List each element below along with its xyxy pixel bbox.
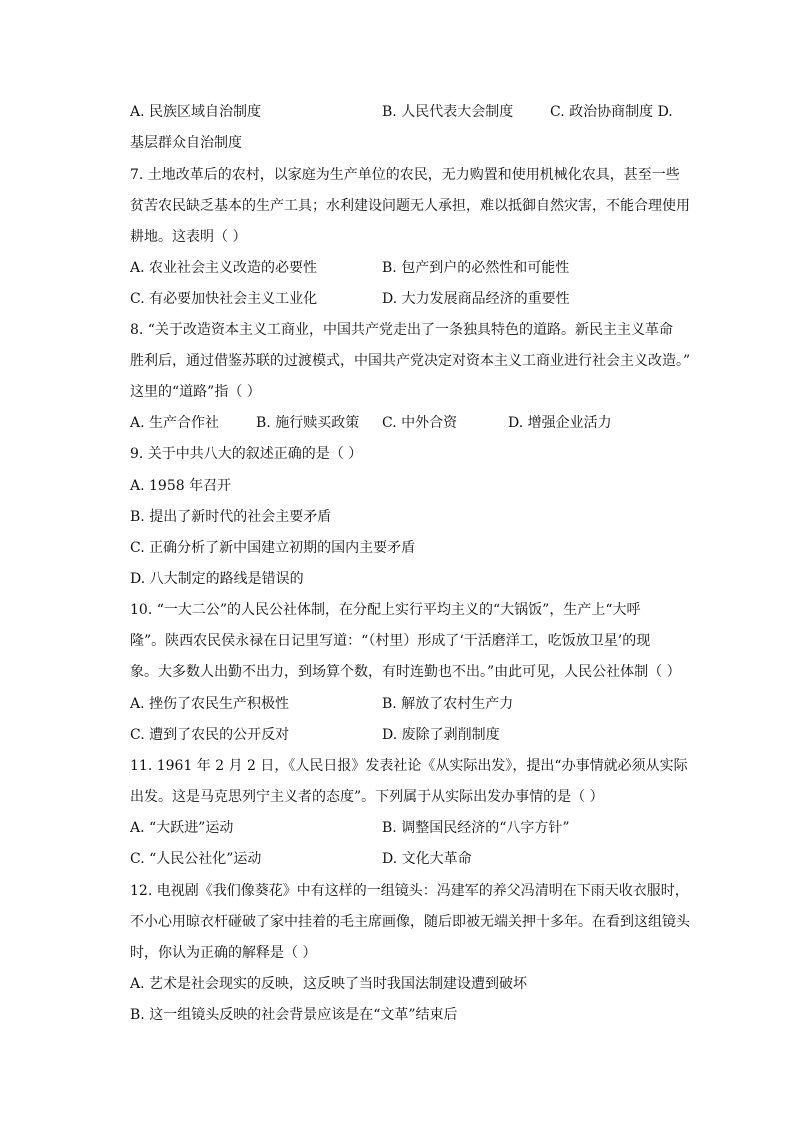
- q12-stem-line-2: 不小心用晾衣杆碰破了家中挂着的毛主席画像，随后即被无端关押十多年。在看到这组镜头: [130, 914, 690, 930]
- q6-option-d-continued: 基层群众自治制度: [130, 135, 242, 151]
- q7-options-row-2: [130, 289, 700, 309]
- q11-stem-line-1: 11. 1961 年 2 月 2 日，《人民日报》发表社论《从实际出发》，提出“办事情就必须从实际: [130, 758, 688, 774]
- q7-options-row-1: [130, 258, 700, 278]
- q8-stem-line-2: 胜利后，通过借鉴苏联的过渡模式，中国共产党决定对资本主义工商业进行社会主义改造。”: [130, 353, 691, 369]
- q9-option-d: D. 八大制定的路线是错误的: [130, 571, 304, 587]
- q7-option-d: D. 大力发展商品经济的重要性: [382, 291, 570, 307]
- q11-option-b: B. 调整国民经济的“八字方针”: [382, 820, 570, 836]
- q8-stem-line-1: 8. “关于改造资本主义工商业，中国共产党走出了一条独具特色的道路。新民主主义革命: [130, 322, 673, 338]
- q10-options-row-2: [130, 725, 700, 745]
- q7-option-a: A. 农业社会主义改造的必要性: [130, 260, 318, 276]
- q9-stem-line-1: 9. 关于中共八大的叙述正确的是（ ）: [130, 446, 363, 462]
- q6-option-b: B. 人民代表大会制度: [382, 104, 514, 120]
- q6-option-a: A. 民族区域自治制度: [130, 104, 262, 120]
- q10-option-d: D. 废除了剥削制度: [382, 727, 500, 743]
- q10-options-row-1: [130, 694, 700, 714]
- q10-option-a: A. 挫伤了农民生产积极性: [130, 696, 290, 712]
- q7-stem-line-3: 耕地。这表明（ ）: [130, 229, 247, 245]
- q11-options-row-2: [130, 849, 700, 869]
- q8-option-a: A. 生产合作社: [130, 415, 220, 431]
- q10-stem-line-2: 隆”。陕西农民侯永禄在日记里写道：“（村里）形成了‘干活磨洋工，吃饭放卫星’的现: [130, 633, 651, 649]
- q6-option-c: C. 政治协商制度 D.: [550, 104, 673, 120]
- q8-options-row: [130, 413, 700, 433]
- q7-option-c: C. 有必要加快社会主义工业化: [130, 291, 318, 307]
- q11-option-c: C. “人民公社化”运动: [130, 851, 262, 867]
- q12-option-a: A. 艺术是社会现实的反映，这反映了当时我国法制建设遭到破坏: [130, 976, 528, 992]
- q8-option-d: D. 增强企业活力: [508, 415, 612, 431]
- q11-option-d: D. 文化大革命: [382, 851, 472, 867]
- q9-option-b: B. 提出了新时代的社会主要矛盾: [130, 509, 332, 525]
- q12-stem-line-1: 12. 电视剧《我们像葵花》中有这样的一组镜头：冯建军的养父冯清明在下雨天收衣服时，: [130, 883, 689, 899]
- q10-option-b: B. 解放了农村生产力: [382, 696, 514, 712]
- q9-option-c: C. 正确分析了新中国建立初期的国内主要矛盾: [130, 540, 416, 556]
- q11-option-a: A. “大跃进”运动: [130, 820, 234, 836]
- q12-stem-line-3: 时，你认为正确的解释是（ ）: [130, 945, 317, 961]
- q10-stem-line-1: 10. “一大二公”的人民公社体制，在分配上实行平均主义的“大锅饭”，生产上“大呼: [130, 602, 641, 618]
- q9-option-a: A. 1958 年召开: [130, 478, 232, 494]
- q10-option-c: C. 遭到了农民的公开反对: [130, 727, 290, 743]
- q10-stem-line-3: 象。大多数人出勤不出力，到场算个数，有时连勤也不出。”由此可见，人民公社体制（ ）: [130, 664, 681, 680]
- q6-options-row: [130, 102, 700, 122]
- q8-option-c: C. 中外合资: [382, 415, 458, 431]
- q11-options-row-1: [130, 818, 700, 838]
- q8-stem-line-3: 这里的“道路”指（ ）: [130, 384, 261, 400]
- q7-stem-line-2: 贫苦农民缺乏基本的生产工具；水利建设问题无人承担，难以抵御自然灾害，不能合理使用: [130, 198, 690, 214]
- q12-option-b: B. 这一组镜头反映的社会背景应该是在“文革”结束后: [130, 1007, 458, 1023]
- q7-option-b: B. 包产到户的必然性和可能性: [382, 260, 570, 276]
- q8-option-b: B. 施行赎买政策: [256, 415, 360, 431]
- q11-stem-line-2: 出发。这是马克思列宁主义者的态度”。下列属于从实际出发办事情的是（ ）: [130, 789, 604, 805]
- q7-stem-line-1: 7. 土地改革后的农村，以家庭为生产单位的农民，无力购置和使用机械化农具，甚至一些: [130, 167, 680, 183]
